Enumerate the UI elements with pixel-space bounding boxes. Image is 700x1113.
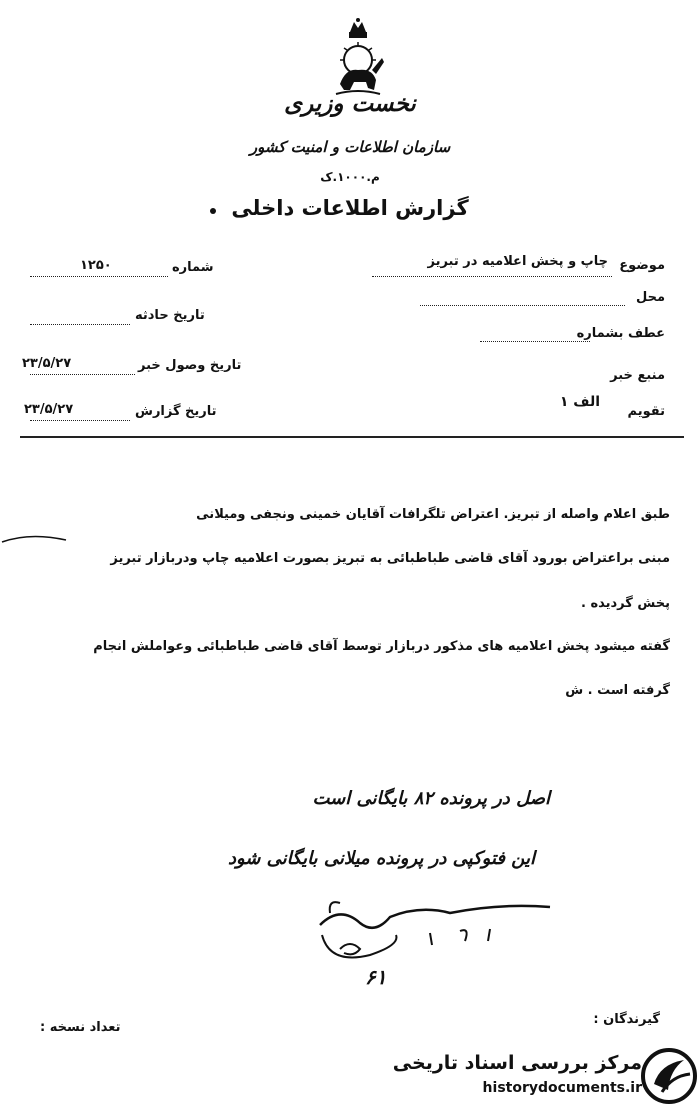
watermark-url: historydocuments.ir (482, 1080, 642, 1096)
body-line: پخش گردیده . (580, 596, 670, 611)
org-name-line1: نخست وزیری (284, 90, 416, 117)
copies-label: تعداد نسخه : (40, 1020, 121, 1035)
lion-and-sun-emblem-icon (328, 18, 388, 98)
field-label-number: شماره (172, 260, 214, 275)
body-line: گفته میشود پخش اعلامیه های مذکور دربازار توسط آقای قاضی طباطبائی وعواملش انجام (93, 639, 670, 654)
title-dot (210, 208, 216, 214)
watermark-title: مرکز بررسی اسناد تاریخی (392, 1052, 642, 1074)
field-dots-report-date (30, 420, 130, 421)
handwritten-note-line1: اصل در پرونده ۸۲ بایگانی است (312, 788, 550, 809)
field-label-subject: موضوع (619, 258, 665, 273)
field-label-report-date: تاریخ گزارش (135, 404, 217, 419)
field-label-rating: تقویم (627, 404, 665, 419)
field-label-reference: عطف بشماره (576, 326, 665, 341)
handwritten-signature (300, 895, 560, 975)
field-value-rating: الف ۱ (559, 394, 600, 410)
field-value-number: ۱۲۵۰ (80, 258, 112, 273)
field-label-location: محل (635, 290, 665, 305)
field-dots-subject (372, 276, 612, 277)
field-dots-location (420, 305, 625, 306)
body-line: گرفته است . ش (565, 683, 670, 698)
field-value-subject: چاپ و پخش اعلامیه در تبریز (427, 254, 608, 269)
margin-pen-mark (0, 530, 70, 550)
field-value-received-date: ۲۳/۵/۲۷ (22, 356, 72, 371)
reference-code: م.۱۰۰۰.ک (320, 170, 380, 184)
handwritten-note-line2: این فتوکپی در پرونده میلانی بایگانی شود (227, 848, 535, 869)
org-name-line2: سازمان اطلاعات و امنیت کشور (249, 138, 451, 156)
section-divider (20, 436, 684, 438)
field-dots-number (30, 276, 168, 277)
document-title: گزارش اطلاعات داخلی (231, 196, 469, 220)
body-line: مبنی براعتراض بورود آقای قاضی طباطبائی به تبریز بصورت اعلامیه چاپ ودربازار تبریز (110, 551, 670, 566)
field-dots-reference (480, 341, 590, 342)
recipients-label: گیرندگان : (593, 1012, 660, 1027)
page-number: ۶۱ (365, 965, 387, 989)
field-dots-received-date (30, 374, 135, 375)
archive-logo-icon (640, 1046, 698, 1106)
field-label-source: منبع خبر (610, 368, 665, 383)
field-label-received-date: تاریخ وصول خبر (138, 358, 242, 373)
field-dots-incident-date (30, 324, 130, 325)
field-value-report-date: ۲۳/۵/۲۷ (24, 402, 74, 417)
field-label-incident-date: تاریخ حادثه (135, 308, 205, 323)
body-line: طبق اعلام واصله از تبریز. اعتراض تلگرافات آقایان خمینی ونجفی ومیلانی (196, 507, 670, 522)
